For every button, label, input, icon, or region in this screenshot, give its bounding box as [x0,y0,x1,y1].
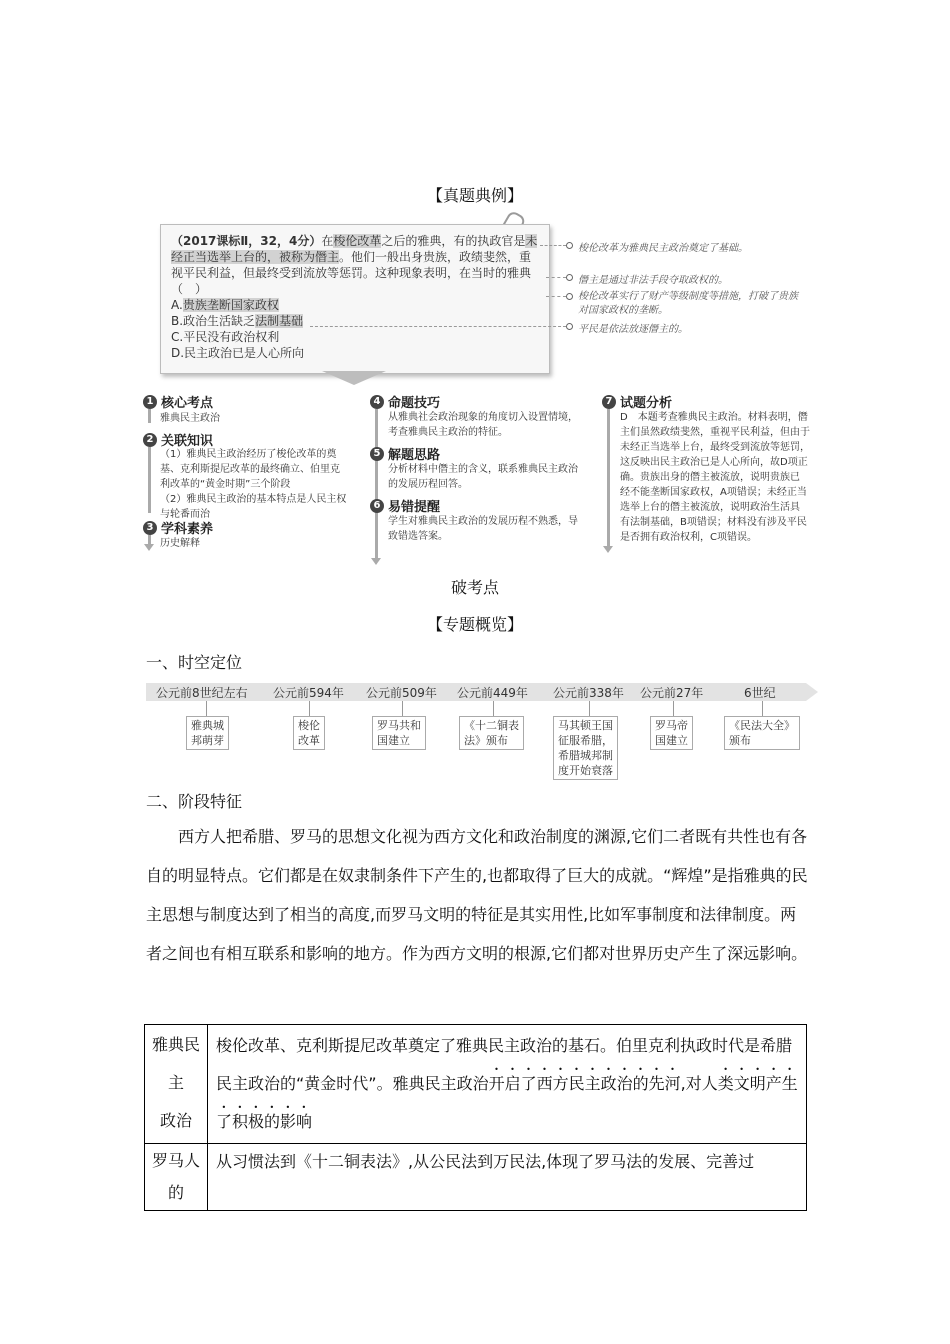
arrow-bar [148,447,151,513]
event-line: 征服希腊， [558,734,613,747]
timeline-event [186,716,229,750]
timeline-date: 公元前594年 [273,686,344,700]
heading-error-reminder [370,496,440,515]
timeline-event [459,716,524,750]
annotation: 梭伦改革实行了财产等级制度等措施，打破了贵族对国家政权的垄断。 [578,291,798,316]
text-line: 学生对雅典民主政治的发展历程不熟悉，导 [388,516,578,527]
timeline-connector [402,701,403,716]
number-badge: 2 [143,433,157,447]
section-heading-time-space: 一、时空定位 [146,653,243,672]
question-part: 之后的雅典，有的执政官是 [381,234,526,248]
option-d: D.民主政治已是人心所向 [171,346,305,360]
content-text: 梭伦改革、克利斯提尼改革奠定了雅典民主政治的基石。伯里克利执政时代是希腊民主政治的“黄金时代”。雅典民主政治 [216,1036,793,1093]
features-table [144,1024,807,1211]
label-line: 罗马人 [151,1151,200,1170]
highlight-text: 梭伦改革 [333,234,382,248]
text-line: 的发展历程回答。 [388,479,468,490]
bullet-icon [566,293,573,300]
heading-label: 解题思路 [388,448,441,463]
related-knowledge-text [160,447,370,522]
core-point-text: 雅典民主政治 [160,413,220,424]
question-card [160,224,550,374]
question-part: 。他们一般出身贵族，政绩斐然，重视平民利益，但最终受到流放等惩罚。这种现象表明，在当时的雅典（ ） [171,250,532,296]
body-paragraph: 西方人把希腊、罗马的思想文化视为西方文化和政治制度的渊源,它们二者既有共性也有各自的明显特点。它们都是在奴隶制条件下产生的,也都取得了巨大的成就。“辉煌”是指雅典的民主思想与制度达到了相当的高度,而罗马文明的特征是其实用性,比如军事制度和法律制度。两者之间也有相互联系和影响的地方。作为西方文明的根源,它们都对世界历史产生了深远影响。 [146,827,808,963]
label-line: 政治 [159,1111,192,1130]
heading-solving-idea [370,444,440,463]
dashed-connector [546,296,566,297]
bullet-icon [566,274,573,281]
heading-label: 易错提醒 [388,500,441,515]
arrow-bar [375,409,378,559]
down-arrow-icon [322,371,386,385]
row-content [208,1025,807,1144]
option-b-prefix: B.政治生活缺乏 [171,314,256,328]
row-label [145,1025,208,1144]
text-line: （2）雅典民主政治的基本特点是人民主权 [160,494,347,505]
row-content: 从习惯法到《十二铜表法》,从公民法到万民法,体现了罗马法的发展、完善过 [208,1144,807,1211]
timeline-event [372,716,426,750]
timeline-connector [493,701,494,716]
solving-idea-text [388,462,578,492]
error-reminder-text [388,514,578,544]
event-line: 邦萌芽 [191,734,224,747]
analysis-text [620,410,816,545]
timeline-connector [206,701,207,716]
text-line: 有法制基础，B项错误；材料没有涉及平民 [620,517,807,528]
heading-analysis [602,392,672,411]
timeline-date: 公元前8世纪左右 [156,686,248,700]
event-line: 改革 [298,734,320,747]
timeline-event [293,716,325,750]
dashed-connector [546,277,566,278]
option-c: C.平民没有政治权利 [171,330,280,344]
timeline-event [650,716,693,750]
number-badge: 6 [370,499,384,513]
timeline-date: 公元前449年 [457,686,528,700]
option-a-highlight: 贵族垄断国家政权 [182,298,279,312]
number-badge: 1 [143,395,157,409]
label-line: 的 [167,1183,184,1202]
heading-core-point [143,392,213,411]
question-skill-text [388,410,578,440]
timeline-date: 6世纪 [744,686,776,700]
text-line: 未经正当选举上台，最终受到流放等惩罚， [620,442,810,453]
question-part: 在 [321,234,334,248]
text-line: 是否拥有政治权利，C项错误。 [620,532,757,543]
event-line: 马其顿王国 [558,719,613,732]
arrow-head-icon [144,544,154,551]
text-line: 利改革的“黄金时期”三个阶段 [160,479,291,490]
text-line: 基、克利斯提尼改革的最终确立、伯里克 [160,464,340,475]
event-line: 度开始衰落 [558,764,613,777]
event-line: 雅典城 [191,719,224,732]
arrow-head-icon [603,546,613,553]
discipline-literacy-text: 历史解释 [160,538,200,549]
annotation: 僭主是通过非法手段夺取政权的。 [578,275,728,286]
section-title-zhenti: 【真题典例】 [426,186,523,205]
table-row [145,1025,807,1144]
content-text: ,对人 [680,1074,718,1093]
text-line: 选举上台的僭主被流放，说明政治生活具 [620,502,800,513]
arrow-bar [607,409,610,547]
event-line: 法》颁布 [464,734,508,747]
timeline-event [553,716,618,780]
text-line: 经不能垄断国家政权，A项错误；未经正当 [620,487,807,498]
heading-label: 学科素养 [161,522,214,537]
heading-question-skill [370,392,440,411]
event-line: 《十二铜表 [464,719,519,732]
event-line: 国建立 [655,734,688,747]
heading-label: 关联知识 [161,434,214,449]
section-title-pokaodian: 破考点 [450,578,499,597]
text-line: 考查雅典民主政治的特征。 [388,427,508,438]
event-line: 罗马帝 [655,719,688,732]
timeline-connector [673,701,674,716]
timeline-connector [589,701,590,716]
row-label [145,1144,208,1211]
label-line: 主 [167,1073,184,1092]
dashed-connector [540,245,566,246]
text-line: 分析材料中僭主的含义，联系雅典民主政治 [388,464,578,475]
heading-label: 核心考点 [161,396,214,411]
highlight-text: 未经正当选举上台的，被称为僭主 [171,234,538,264]
bullet-icon [566,242,573,249]
arrow-head-icon [371,558,381,565]
bullet-icon [566,323,573,330]
event-line: 颁布 [729,734,751,747]
section-heading-stage-features: 二、阶段特征 [146,792,243,811]
number-badge: 4 [370,395,384,409]
table-row [145,1144,807,1211]
heading-label: 命题技巧 [388,396,441,411]
option-b-highlight: 法制基础 [255,314,304,328]
text-line: （1）雅典民主政治经历了梭伦改革的奠 [160,449,337,460]
number-badge: 5 [370,447,384,461]
annotation: 梭伦改革为雅典民主政治奠定了基础。 [578,243,748,254]
text-line: 这反映出民主政治已是人心所向，故D项正 [620,457,808,468]
timeline-connector [762,701,763,716]
question-text [171,233,541,361]
dashed-connector [310,326,566,327]
timeline-date: 公元前27年 [640,686,704,700]
text-line: D 本题考查雅典民主政治。材料表明，僭 [620,412,808,423]
event-line: 罗马共和 [377,719,421,732]
heading-discipline-literacy [143,518,213,537]
question-source: （2017课标Ⅱ，32，4分） [171,234,322,248]
label-line: 雅典民 [151,1035,200,1054]
timeline-event [724,716,800,750]
event-line: 国建立 [377,734,410,747]
annotation: 平民是依法放逐僭主的。 [578,324,688,335]
text-line: 确。贵族出身的僭主被流放，说明贵族已 [620,472,800,483]
text-line: 与轮番而治 [160,509,210,520]
number-badge: 7 [602,395,616,409]
timeline-connector [309,701,310,716]
timeline-date: 公元前338年 [553,686,624,700]
arrow-bar [148,409,151,423]
event-line: 希腊城邦制 [558,749,613,762]
event-line: 《民法大全》 [729,719,795,732]
text-line: 主们虽然政绩斐然，重视平民利益，但由于 [620,427,810,438]
emphasized-text: 开启了西方民主政治的先河 [488,1074,681,1093]
section-title-zhuanti: 【专题概览】 [426,615,523,634]
text-line: 致错选答案。 [388,531,448,542]
number-badge: 3 [143,521,157,535]
emphasized-text: 类文明产生了积极的影响 [216,1074,798,1131]
text-line: 从雅典社会政治现象的角度切入设置情境， [388,412,578,423]
heading-label: 试题分析 [620,396,673,411]
timeline-date: 公元前509年 [366,686,437,700]
timeline-arrow-icon [806,683,818,701]
event-line: 梭伦 [298,719,320,732]
option-a-prefix: A. [171,298,183,312]
